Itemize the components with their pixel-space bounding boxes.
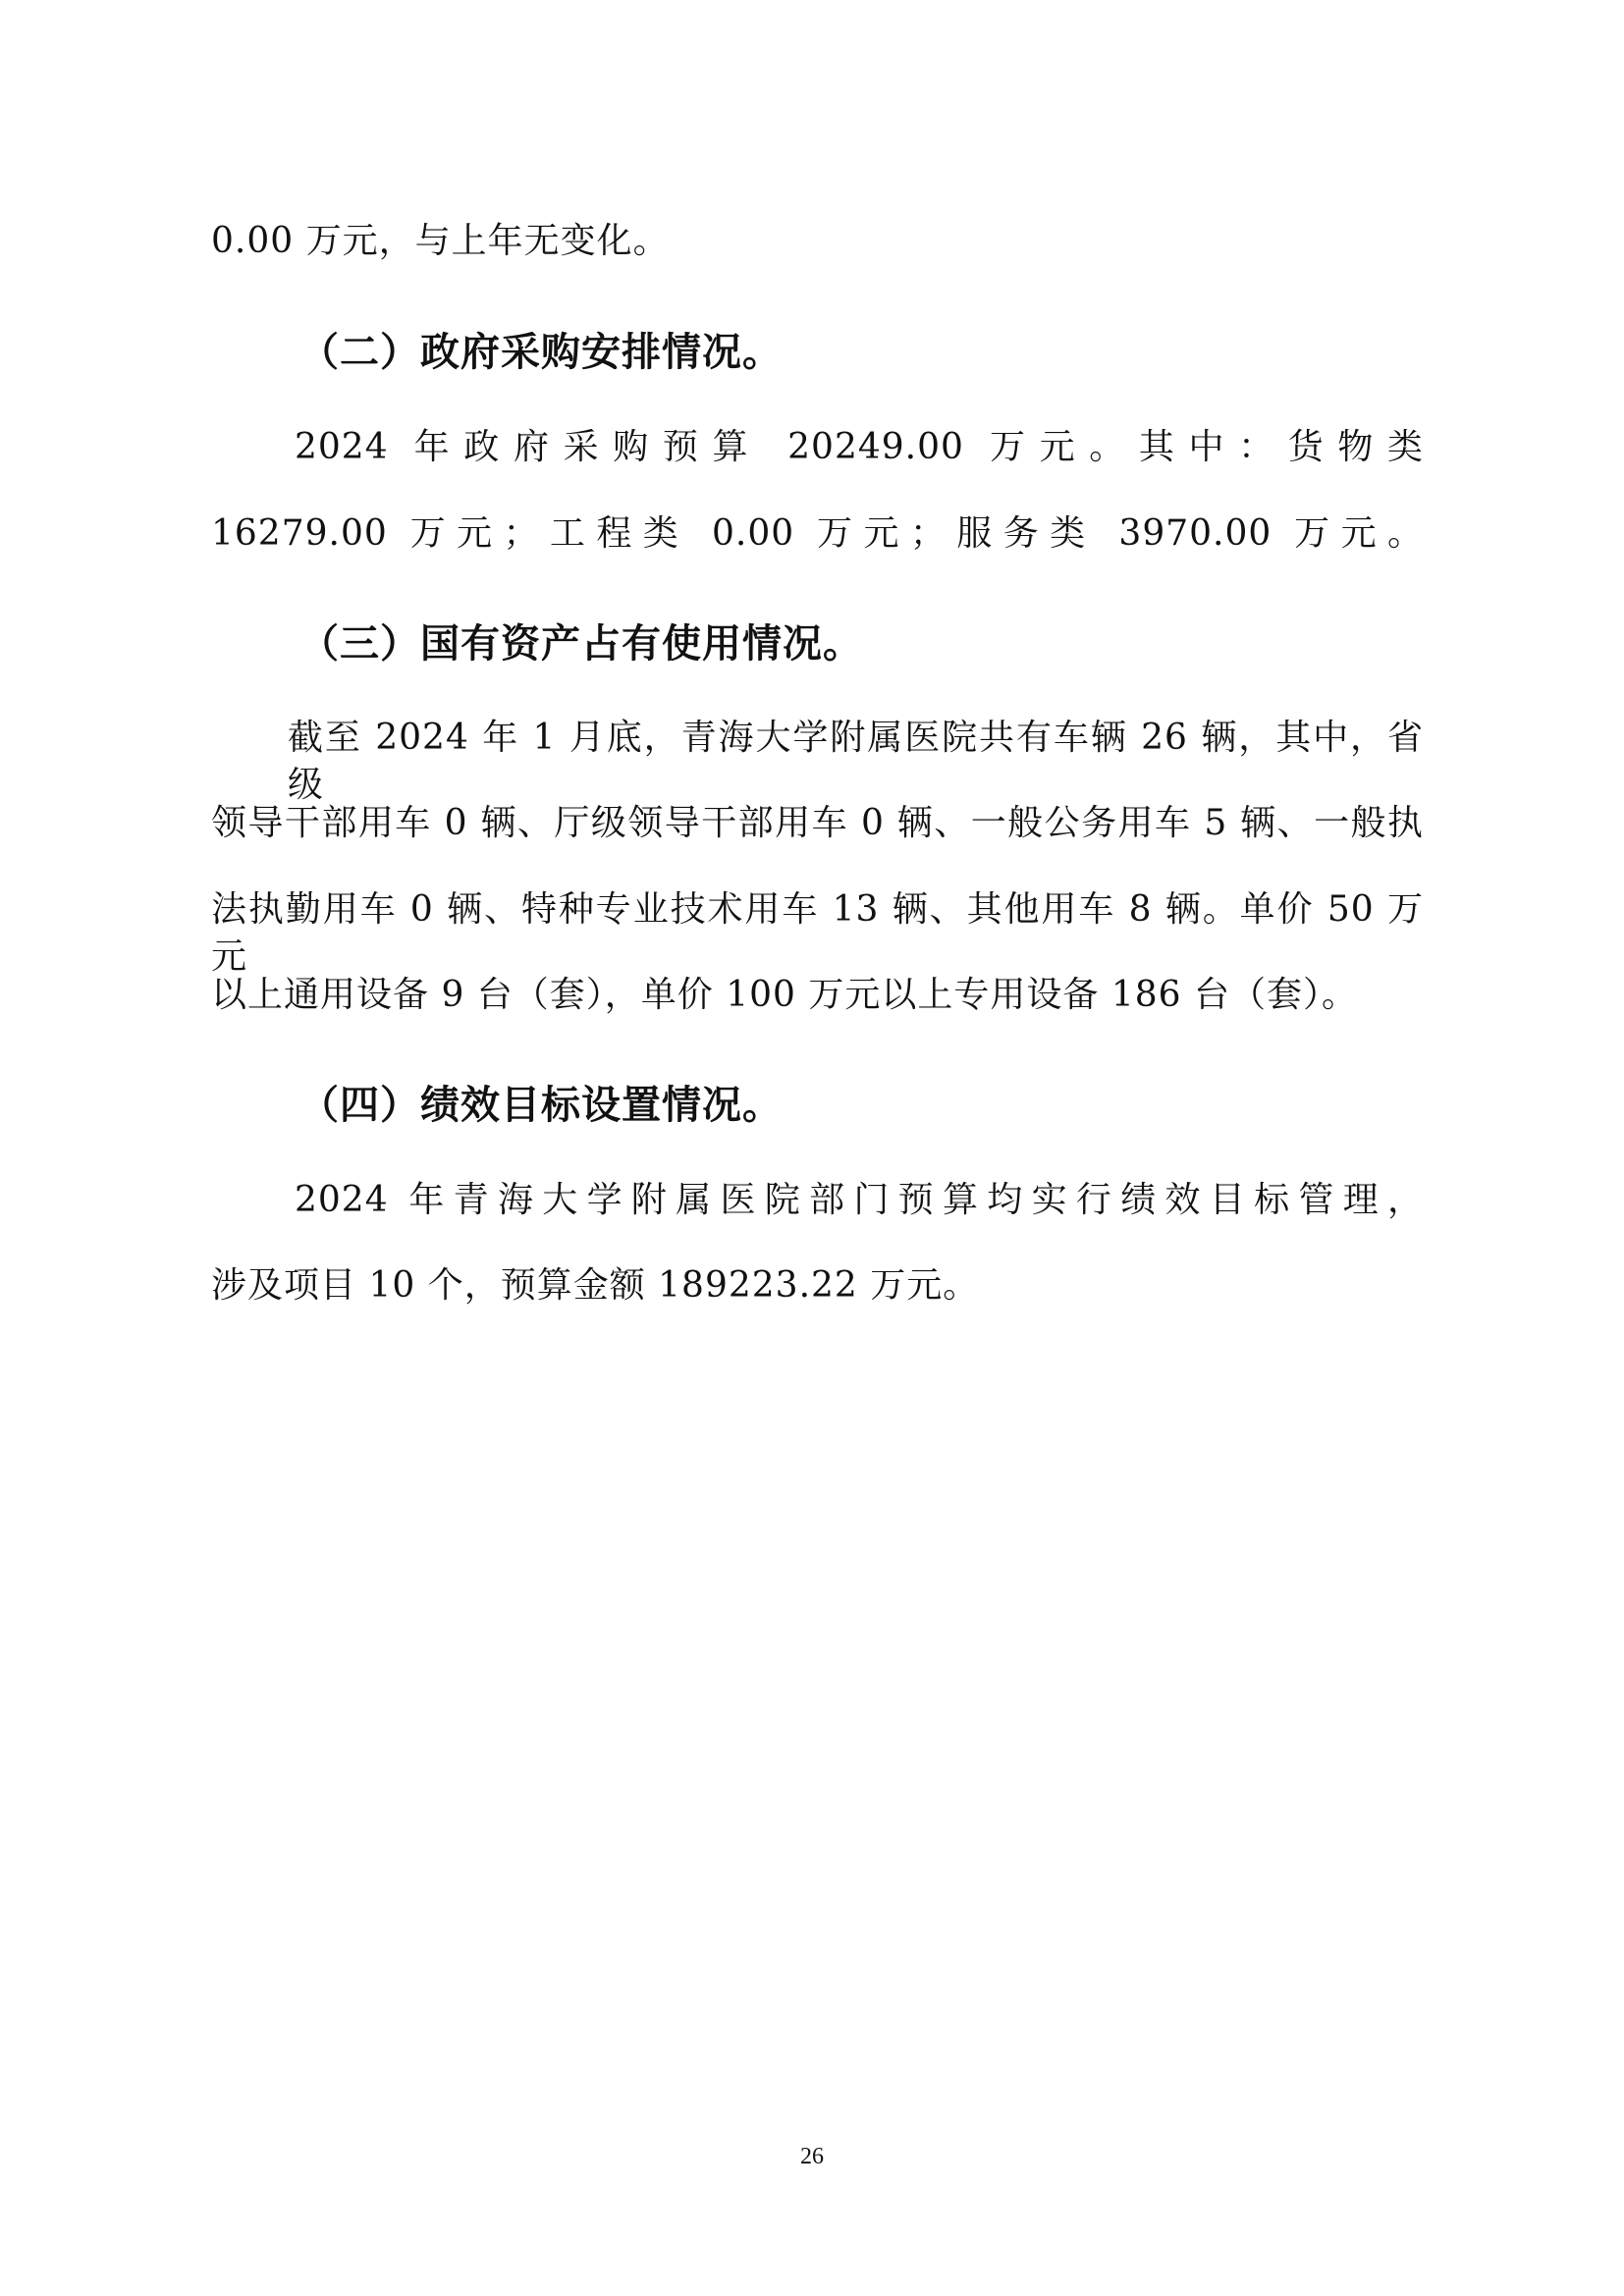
paragraph-line: 领导干部用车 0 辆、厅级领导干部用车 0 辆、一般公务用车 5 辆、一般执 <box>211 803 1424 843</box>
section-heading-government-procurement: （二）政府采购安排情况。 <box>299 330 783 375</box>
paragraph-line: 截至 2024 年 1 月底，青海大学附属医院共有车辆 26 辆，其中，省级 <box>288 718 1424 805</box>
paragraph-line: 法执勤用车 0 辆、特种专业技术用车 13 辆、其他用车 8 辆。单价 50 万元 <box>211 889 1424 977</box>
paragraph-line: 涉及项目 10 个，预算金额 189223.22 万元。 <box>211 1265 980 1306</box>
section-heading-performance-targets: （四）绩效目标设置情况。 <box>299 1083 783 1128</box>
paragraph-line: 0.00 万元，与上年无变化。 <box>211 221 670 261</box>
section-heading-state-assets: （三）国有资产占有使用情况。 <box>299 621 863 667</box>
paragraph-line: 2024 年政府采购预算 20249.00 万元。其中：货物类 <box>295 427 1424 467</box>
paragraph-line: 以上通用设备 9 台（套），单价 100 万元以上专用设备 186 台（套）。 <box>211 975 1358 1015</box>
paragraph-line: 2024 年青海大学附属医院部门预算均实行绩效目标管理， <box>295 1180 1424 1220</box>
page-number: 26 <box>800 2144 824 2169</box>
paragraph-line: 16279.00 万元；工程类 0.00 万元；服务类 3970.00 万元。 <box>211 513 1424 554</box>
